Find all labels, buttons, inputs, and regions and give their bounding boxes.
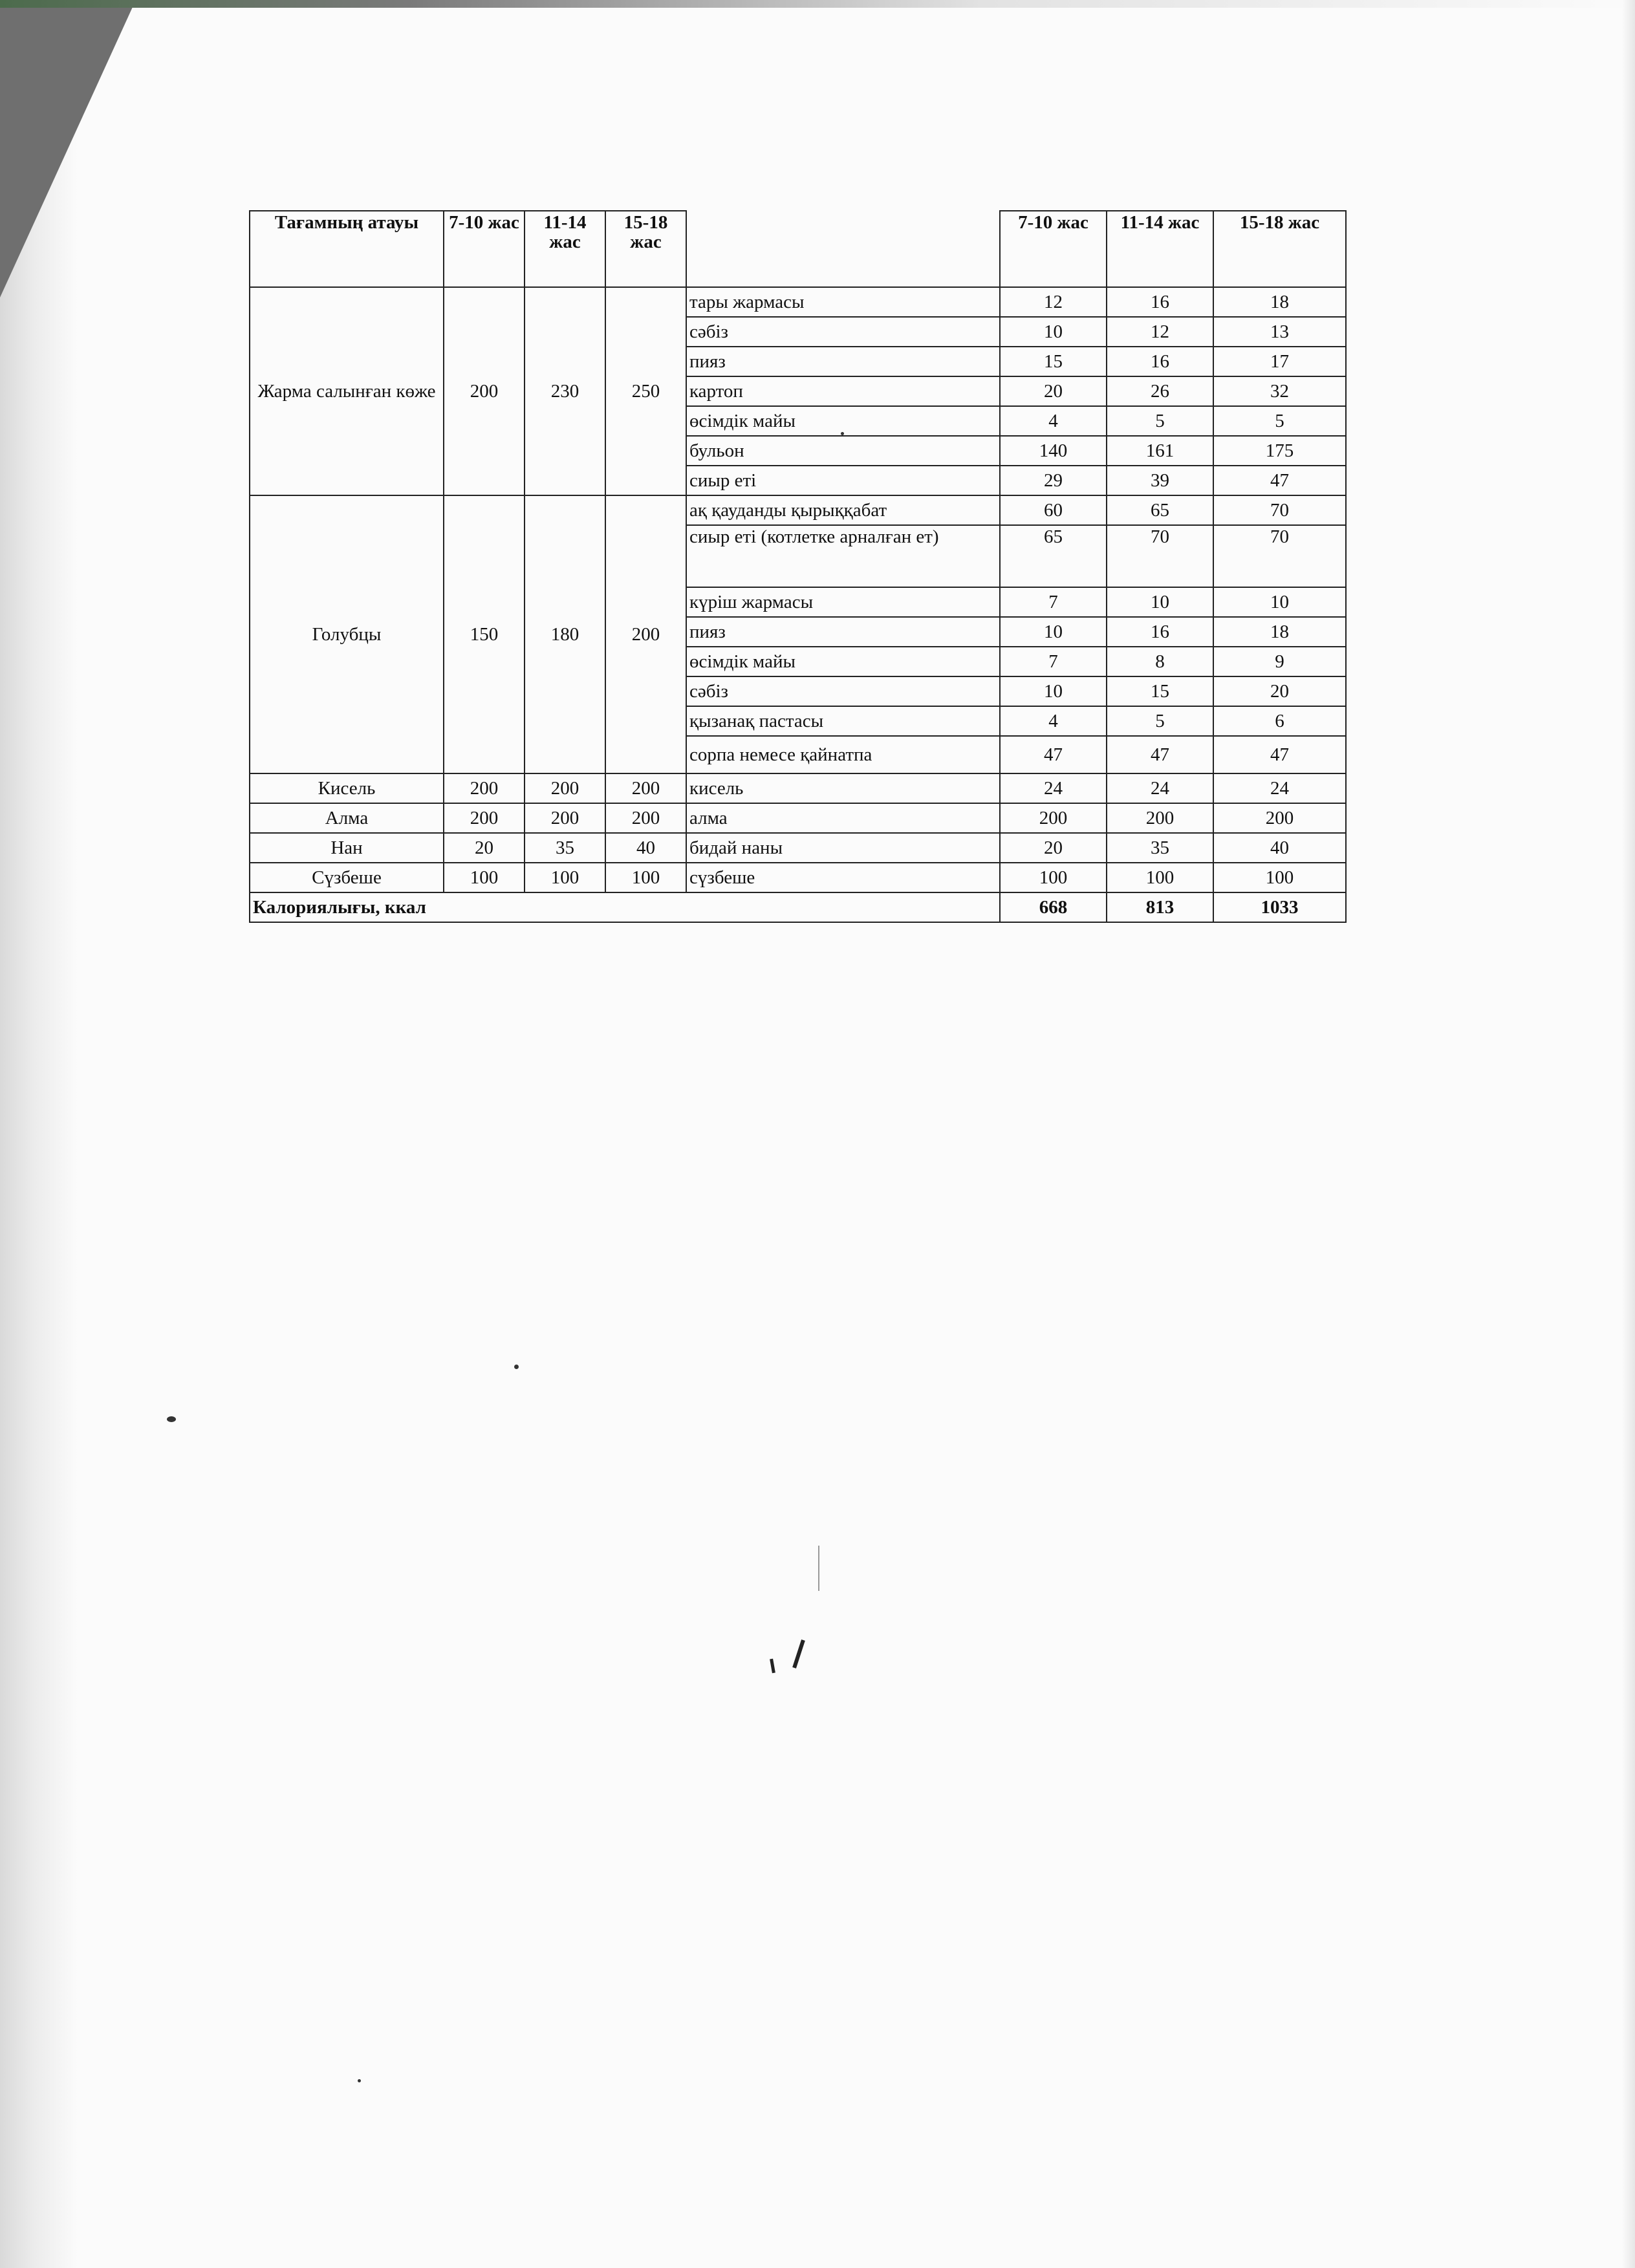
dish-portion: 150 [444, 495, 525, 773]
ingredient-value: 18 [1213, 617, 1346, 647]
total-value: 1033 [1213, 892, 1346, 922]
ingredient-value: 70 [1213, 525, 1346, 587]
header-row [250, 211, 1346, 287]
menu-table [249, 210, 1347, 923]
ingredient-name: картоп [686, 376, 1000, 406]
dish-portion: 100 [605, 863, 686, 892]
ingredient-value: 15 [1107, 676, 1213, 706]
ingredient-value: 13 [1213, 317, 1346, 347]
ingredient-value: 9 [1213, 647, 1346, 676]
ingredient-name: бульон [686, 436, 1000, 466]
dish-name: Сүзбеше [250, 863, 444, 892]
ingredient-value: 15 [1000, 347, 1107, 376]
total-value: 813 [1107, 892, 1213, 922]
dish-portion: 100 [525, 863, 605, 892]
ingredient-value: 100 [1000, 863, 1107, 892]
ingredient-value: 100 [1213, 863, 1346, 892]
dish-portion: 100 [444, 863, 525, 892]
ingredient-value: 10 [1000, 317, 1107, 347]
ingredient-name: пияз [686, 617, 1000, 647]
header-dish-name: Тағамның атауы [250, 211, 444, 287]
scan-speck [514, 1365, 519, 1369]
ingredient-value: 60 [1000, 495, 1107, 525]
ingredient-name: сорпа немесе қайнатпа [686, 736, 1000, 773]
dish-portion: 230 [525, 287, 605, 495]
ingredient-value: 7 [1000, 647, 1107, 676]
ingredient-value: 8 [1107, 647, 1213, 676]
ingredient-value: 175 [1213, 436, 1346, 466]
ingredient-value: 5 [1107, 406, 1213, 436]
ingredient-value: 29 [1000, 466, 1107, 495]
header-age-right: 11-14 жас [1107, 211, 1213, 287]
dish-portion: 200 [444, 803, 525, 833]
ingredient-name: сүзбеше [686, 863, 1000, 892]
dish-name: Голубцы [250, 495, 444, 773]
ingredient-value: 5 [1107, 706, 1213, 736]
ingredient-name: ақ қауданды қырыққабат [686, 495, 1000, 525]
ingredient-value: 161 [1107, 436, 1213, 466]
dish-portion: 200 [444, 287, 525, 495]
dish-portion: 200 [605, 803, 686, 833]
scan-edge-right [1622, 0, 1635, 2268]
total-row [250, 892, 1346, 922]
ingredient-value: 200 [1000, 803, 1107, 833]
ingredient-value: 20 [1000, 376, 1107, 406]
dish-portion: 200 [605, 773, 686, 803]
dish-name: Жарма салынған көже [250, 287, 444, 495]
dish-portion: 250 [605, 287, 686, 495]
ingredient-value: 4 [1000, 706, 1107, 736]
ingredient-value: 32 [1213, 376, 1346, 406]
ingredient-name: қызанақ пастасы [686, 706, 1000, 736]
dish-portion: 180 [525, 495, 605, 773]
ingredient-name: пияз [686, 347, 1000, 376]
ingredient-value: 20 [1213, 676, 1346, 706]
ingredient-value: 39 [1107, 466, 1213, 495]
ingredient-value: 24 [1107, 773, 1213, 803]
ingredient-value: 7 [1000, 587, 1107, 617]
ingredient-value: 70 [1213, 495, 1346, 525]
ingredient-name: алма [686, 803, 1000, 833]
ingredient-value: 4 [1000, 406, 1107, 436]
scan-corner-fold [0, 0, 136, 297]
ingredient-value: 5 [1213, 406, 1346, 436]
ingredient-value: 10 [1000, 676, 1107, 706]
dish-portion: 35 [525, 833, 605, 863]
ingredient-name: тары жармасы [686, 287, 1000, 317]
ingredient-name: сәбіз [686, 676, 1000, 706]
ingredient-value: 12 [1000, 287, 1107, 317]
ingredient-name: кисель [686, 773, 1000, 803]
dish-portion: 40 [605, 833, 686, 863]
ingredient-value: 200 [1213, 803, 1346, 833]
ingredient-value: 17 [1213, 347, 1346, 376]
dish-portion: 200 [444, 773, 525, 803]
ingredient-name: өсімдік майы [686, 647, 1000, 676]
header-age-left: 11-14 жас [525, 211, 605, 287]
dish-portion: 200 [525, 803, 605, 833]
ingredient-value: 24 [1213, 773, 1346, 803]
ingredient-value: 18 [1213, 287, 1346, 317]
ingredient-value: 47 [1213, 736, 1346, 773]
ingredient-name: бидай наны [686, 833, 1000, 863]
ingredient-value: 40 [1213, 833, 1346, 863]
ingredient-value: 16 [1107, 287, 1213, 317]
table-row [250, 287, 1346, 317]
ingredient-value: 70 [1107, 525, 1213, 587]
ingredient-value: 200 [1107, 803, 1213, 833]
ingredient-value: 16 [1107, 617, 1213, 647]
dish-portion: 200 [605, 495, 686, 773]
total-label: Калориялығы, ккал [250, 892, 1000, 922]
dish-portion: 20 [444, 833, 525, 863]
header-age-right: 15-18 жас [1213, 211, 1346, 287]
table-row [250, 803, 1346, 833]
total-value: 668 [1000, 892, 1107, 922]
ingredient-value: 12 [1107, 317, 1213, 347]
header-age-left: 7-10 жас [444, 211, 525, 287]
ingredient-name: сиыр еті [686, 466, 1000, 495]
scan-edge-left [0, 0, 78, 2268]
table-row [250, 773, 1346, 803]
scan-top-band [0, 0, 1635, 8]
ingredient-value: 100 [1107, 863, 1213, 892]
ingredient-value: 47 [1000, 736, 1107, 773]
dish-name: Алма [250, 803, 444, 833]
ingredient-value: 35 [1107, 833, 1213, 863]
ingredient-name: сәбіз [686, 317, 1000, 347]
ingredient-value: 20 [1000, 833, 1107, 863]
scan-speck [358, 2079, 361, 2082]
dish-portion: 200 [525, 773, 605, 803]
ingredient-value: 65 [1107, 495, 1213, 525]
ingredient-name: өсімдік майы [686, 406, 1000, 436]
dish-name: Кисель [250, 773, 444, 803]
ingredient-value: 10 [1213, 587, 1346, 617]
ingredient-value: 26 [1107, 376, 1213, 406]
table-row [250, 863, 1346, 892]
ingredient-value: 140 [1000, 436, 1107, 466]
ingredient-value: 16 [1107, 347, 1213, 376]
scan-scratch [818, 1546, 819, 1591]
table-row [250, 495, 1346, 525]
header-age-right: 7-10 жас [1000, 211, 1107, 287]
ingredient-name: күріш жармасы [686, 587, 1000, 617]
scan-speck [167, 1416, 176, 1422]
header-age-left: 15-18 жас [605, 211, 686, 287]
ingredient-value: 65 [1000, 525, 1107, 587]
ingredient-value: 47 [1213, 466, 1346, 495]
ingredient-name: сиыр еті (котлетке арналған ет) [686, 525, 1000, 587]
ingredient-value: 10 [1000, 617, 1107, 647]
table-row [250, 833, 1346, 863]
ingredient-value: 24 [1000, 773, 1107, 803]
ingredient-value: 6 [1213, 706, 1346, 736]
dish-name: Нан [250, 833, 444, 863]
ingredient-value: 10 [1107, 587, 1213, 617]
ingredient-value: 47 [1107, 736, 1213, 773]
scan-scratch [770, 1659, 775, 1674]
scan-scratch [792, 1639, 805, 1669]
header-blank [686, 211, 1000, 287]
